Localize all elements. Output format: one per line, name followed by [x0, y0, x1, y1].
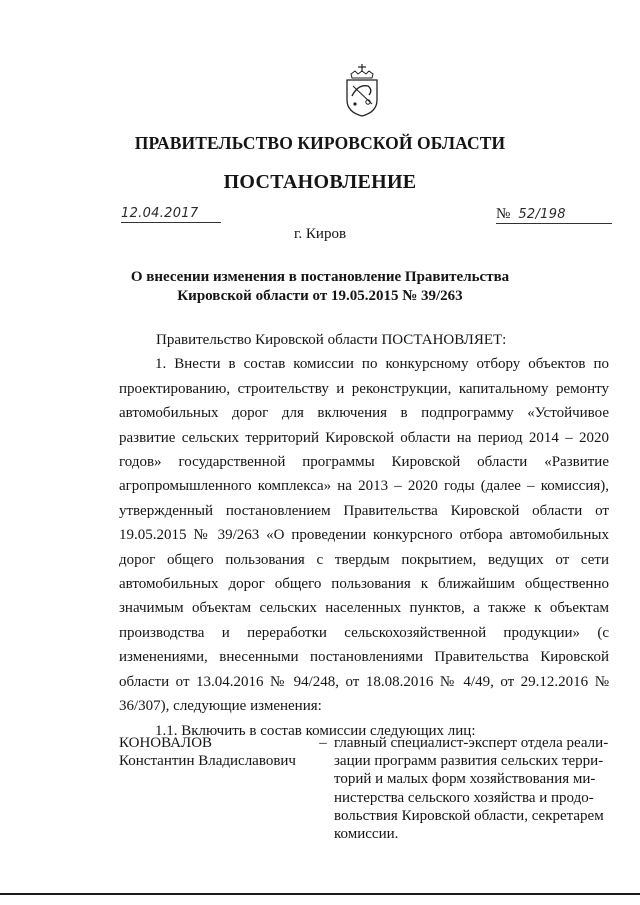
subject-line: О внесении изменения в постановление Правительства: [130, 269, 510, 285]
document-body: [119, 328, 609, 743]
intro-paragraph: Правительство Кировской области ПОСТАНОВЛЯЕТ:: [156, 332, 507, 348]
position-line: комиссии.: [334, 826, 399, 843]
member-list: [119, 734, 609, 843]
position-line: торий и малых форм хозяйствования ми-: [334, 771, 596, 788]
document-number: 52/198: [518, 207, 566, 222]
coat-of-arms-icon: [342, 62, 382, 118]
city: г. Киров: [293, 226, 347, 242]
government-name: ПРАВИТЕЛЬСТВО КИРОВСКОЙ ОБЛАСТИ: [134, 133, 506, 153]
document-number-field: [496, 206, 612, 224]
position-line: главный специалист-эксперт отдела реали-: [334, 735, 609, 751]
subject-line: Кировской области от 19.05.2015 № 39/263: [177, 288, 463, 304]
document-subject: [0, 268, 640, 306]
member-given-name: Константин Владиславович: [119, 753, 296, 770]
document-type-title: ПОСТАНОВЛЕНИЕ: [223, 171, 417, 193]
coat-of-arms-emblem: [342, 62, 382, 118]
position-line: зации программ развития сельских терри-: [334, 753, 604, 770]
item-1-1-paragraph: 1.1. Включить в состав комиссии следующих лиц:: [155, 722, 476, 739]
page-bottom-rule: [0, 893, 640, 895]
document-date: 12.04.2017: [121, 206, 221, 223]
member-dash: –: [319, 735, 327, 751]
position-line: вольствия Кировской области, секретарем: [334, 807, 604, 824]
member-name: [119, 734, 312, 843]
number-label: №: [496, 206, 511, 222]
member-position: [334, 734, 609, 843]
position-line: нистерства сельского хозяйства и продо-: [334, 789, 594, 806]
member-row: [119, 734, 609, 843]
item-1-paragraph: 1. Внести в состав комиссии по конкурсному отбору объектов по проектированию, строительству и реконструкции, капитальному ремонту автомобильных дорог для включения в подпрограмму «Устойчивое развитие сельских территорий Кировской области на период 2014 – 2020 годов» государственной программы Кировской области «Развитие агропромышленного комплекса» на 2013 – 2020 годы (далее – комиссия), утвержденный постановлением Правительства Кировской области от 19.05.2015 № 39/263 «О проведении конкурсного отбора автомобильных дорог общего пользования с твердым покрытием, ведущих от сети автомобильных дорог общего пользования к ближайшим общественно значимым объектам сельских населенных пунктов, а также к объектам производства и переработки сельскохозяйственной продукции» (с изменениями, внесенными постановлениями Правительства Кировской области от 13.04.2016 № 94/248, от 18.08.2016 № 4/49, от 29.12.2016 № 36/307), следующие изменения:: [119, 356, 609, 715]
member-surname: КОНОВАЛОВ: [119, 735, 213, 751]
